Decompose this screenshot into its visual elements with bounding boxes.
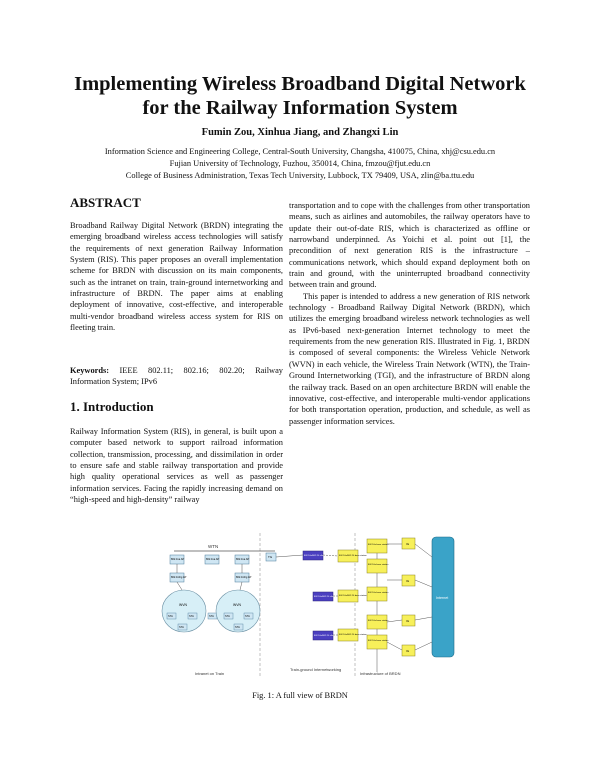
relay-station-box [367,539,387,553]
region-label-train: Intranet on Train [195,671,225,676]
brdn-figure [160,527,460,684]
affiliation-3: College of Business Administration, Texas Tech University, Lubbock, TX 79409, USA, zlin@ba.ttu.edu [125,171,475,180]
title-line-2: for the Railway Information System [142,97,458,119]
link-line [415,580,432,587]
introduction-heading: 1. Introduction [70,399,154,414]
relay-station-label: 802.16e base station [368,640,389,642]
link-line [276,555,303,557]
link-line [387,642,402,650]
affiliations [40,146,560,182]
relay-station-box [367,635,387,649]
relay-station-label: 802.16e base station [368,620,389,622]
link-line [387,620,402,622]
relay-station-box [367,587,387,601]
base-station-label: 802.16e/802.20 base station [339,555,367,557]
client-label: 802.16e/802.20 client [304,555,325,557]
base-station-label: 802.16e/802.20 base station [339,634,367,636]
base-station-label: 802.16e/802.20 base station [339,595,367,597]
relay-station-label: 802.16e base station [368,592,389,594]
sta-label: STA [209,615,214,618]
client-label: 802.16e/802.20 client [314,596,335,598]
relay-station-label: 802.16e base station [368,564,389,566]
ap-label: 802.11a AP [236,558,250,561]
affiliation-1: Information Science and Engineering College, Central-South University, Changsha, 410075, China, xhj@csu.edu.cn [104,147,496,156]
keywords [70,365,283,388]
ap-label: 802.11b/g AP [236,576,252,579]
intro-body [70,426,283,505]
link-line [415,617,432,620]
right-paragraph-1: transportation and to cope with the challenges from other transportation means, such as airlines and automobiles, the railway operators have to update their out-of-date RIS, which is characterized as offline or narrowband underpinned. As Yoichi et al. point out [1], the precondition of next generation RIS is the infrastructure – communications network, which should expand deployment both on train and ground, with the uninterrupted broadband connectivity between train and ground. [289,201,530,290]
link-line [177,582,182,590]
sta-label: STA [168,615,173,618]
sta-label: STA [179,626,184,629]
paper-title [40,72,560,120]
title-line-1: Implementing Wireless Broadband Digital Network [74,73,526,95]
affiliation-2: Fujian University of Technology, Fuzhou, 350014, China, fmzou@fjut.edu.cn [169,159,431,168]
keywords-label: Keywords: [70,366,110,375]
ig-label: IG [406,649,410,653]
sta-label: STA [235,626,240,629]
abstract-text: Broadband Railway Digital Network (BRDN) integrating the emerging broadband wireless access technologies will satisfy the requirements of next generation Railway Information System (RIS). This paper proposes an overall implementation scheme for BRDN with discussion on its main components, such as the intranet on train, train-ground internetworking and infrastructure of BRDN. The paper aims at enabling deployment of innovative, cost-effective, and interoperable multi-vendor broadband wireless access system for RIS on fleeting train. [70,221,283,333]
tg-label: TG [268,555,273,559]
intro-text: Railway Information System (RIS), in general, is built upon a computer based network to support railroad information collection, transmission, processing, and dissimilation in order to ensure safe and stable railway transportation and provide high quality operational services as well as passenger information services. Facing the rapidly increasing demand on “high-speed and high-density” railway [70,427,283,505]
right-column [289,200,530,427]
region-label-tg: Train-ground Internetworking [290,667,342,672]
wtn-label: WTN [208,544,219,549]
abstract-heading: ABSTRACT [70,195,141,210]
ig-label: IG [406,619,410,623]
right-paragraph-2: This paper is intended to address a new generation of RIS network technology - Broadband Railway Digital Network (BRDN), which utilizes the emerging broadband wireless network technologies as well as IPv6-based next-generation Internet technology to meet the requirements from the new generation RIS. Illustrated in Fig. 1, BRDN is composed of several components: the Wireless Vehicle Network (WVN) in each vehicle, the Wireless Train Network (WTN), the Train-Ground Internetworking (TGI), and the infrastructure of BRDN along the railway track. Based on an open architecture BRDN will enable the innovative, cost-effective, and interoperable multi-vendor applications for both transportation operation, production, and schedule, as well as passenger information services. [289,291,530,426]
sta-label: STA [225,615,230,618]
ap-label: 802.11a AP [171,558,185,561]
client-label: 802.16e/802.20 client [314,635,335,637]
link-line [240,582,242,590]
figure-caption: Fig. 1: A full view of BRDN [252,691,348,700]
abstract-body [70,220,283,333]
link-line [415,642,432,650]
sta-label: STA [189,615,194,618]
wvn-label: WVN [233,603,241,607]
ig-label: IG [406,542,410,546]
keywords-text: IEEE 802.11; 802.16; 802.20; Railway Information System; IPv6 [70,366,283,387]
region-label-infra: Infrastructure of BRDN [360,671,401,676]
ig-label: IG [406,579,410,583]
ap-label: 802.11a AP [206,558,220,561]
sta-label: STA [245,615,250,618]
relay-station-label: 802.16e base station [368,544,389,546]
link-line [415,544,432,557]
internet-label: Internet [436,596,449,600]
relay-station-box [367,615,387,629]
ap-label: 802.11b/g AP [171,576,187,579]
relay-station-box [367,559,387,573]
link-line [323,555,338,556]
wvn-label: WVN [179,603,187,607]
author-list: Fumin Zou, Xinhua Jiang, and Zhangxi Lin [201,127,399,138]
